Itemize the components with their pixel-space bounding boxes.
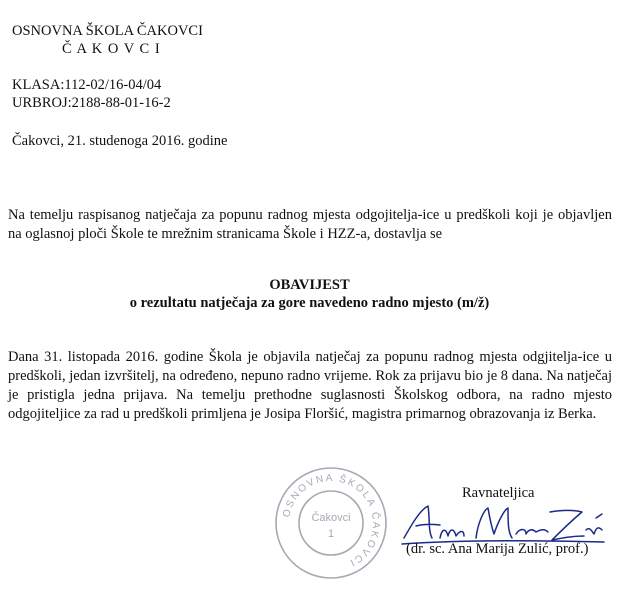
school-name: OSNOVNA ŠKOLA ČAKOVCI (12, 23, 203, 39)
notice-title: OBAVIJEST (269, 277, 350, 293)
school-stamp (272, 464, 390, 582)
place-date: Čakovci, 21. studenoga 2016. godine (12, 133, 228, 149)
school-city: Č A K O V C I (62, 41, 161, 57)
intro-paragraph: Na temelju raspisanog natječaja za popunu radnog mjesta odgojitelja-ice u predškoli koji je objavljen na oglasnoj ploči Škole te mrežnim stranicama Škole i HZZ-a, dostavlja se (8, 207, 612, 242)
body-paragraph: Dana 31. listopada 2016. godine Škola je objavila natječaj za popunu radnog mjesta odgjitelja-ice u predškoli, jedan izvršitelj, na određeno, nepuno radno vrijeme. Rok za prijavu bio je 8 dana. Na natječaj je pristigla jedna prijava. Na temelju prethodne suglasnosti Školskog odbora, na radno mjesto odgojiteljice za rad u predškoli primljena je Josipa Floršić, magistra primarnog obrazovanja iz Berka. (8, 349, 612, 422)
signatory-role: Ravnateljica (462, 485, 535, 501)
klasa-number: KLASA:112-02/16-04/04 (12, 77, 162, 93)
handwritten-signature (398, 498, 608, 546)
stamp-ring-text: OSNOVNA ŠKOLA ČAKOVCI (281, 472, 382, 569)
urbroj-number: URBROJ:2188-88-01-16-2 (12, 95, 171, 111)
signatory-name: (dr. sc. Ana Marija Zulić, prof.) (406, 541, 589, 557)
stamp-number: 1 (327, 528, 335, 540)
notice-subtitle: o rezultatu natječaja za gore navedeno radno mjesto (m/ž) (129, 295, 490, 311)
stamp-center-text: Čakovci (311, 512, 351, 524)
